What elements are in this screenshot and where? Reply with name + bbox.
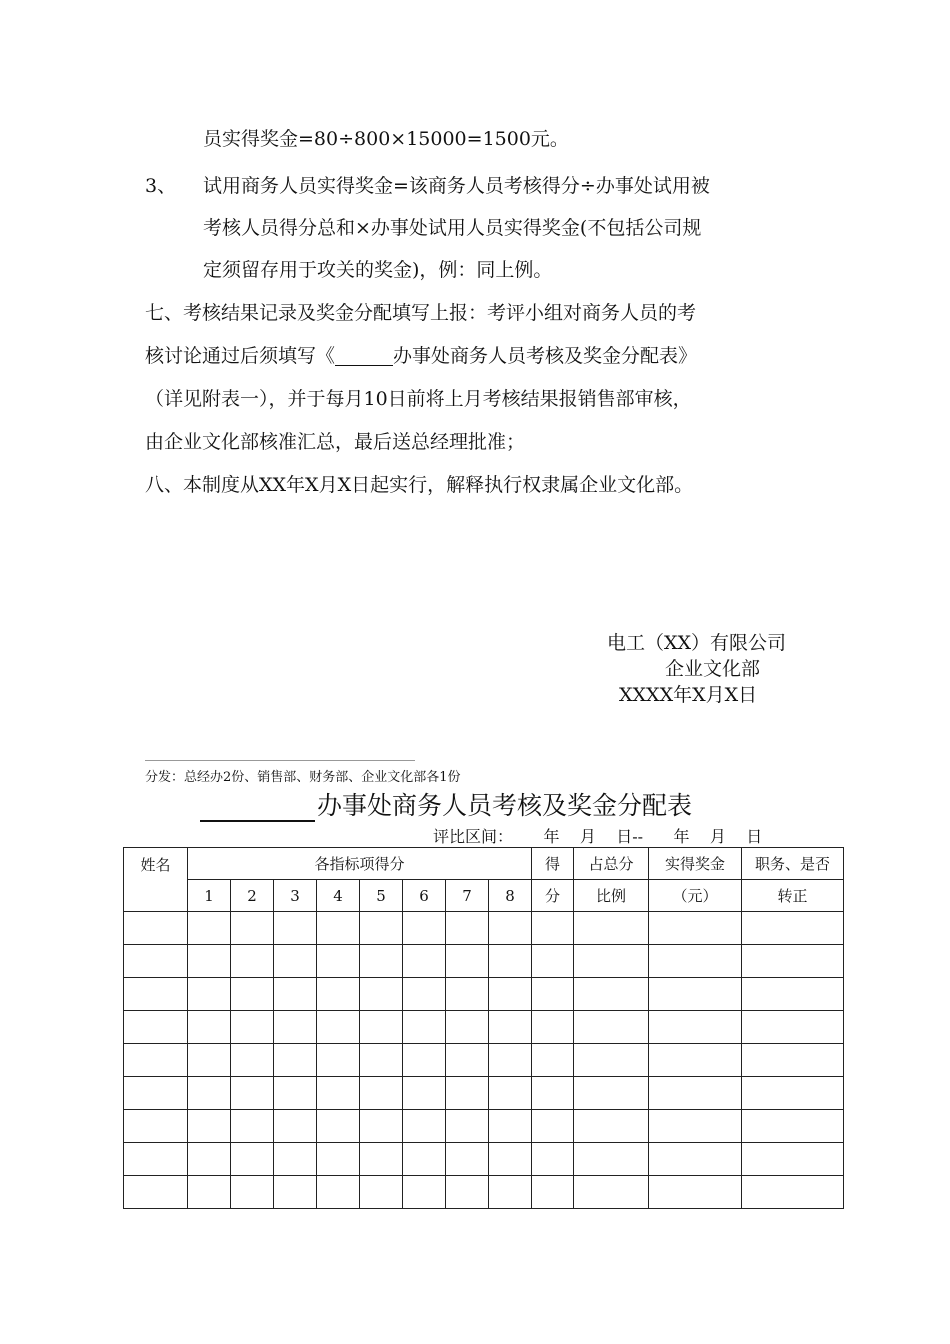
table-cell — [317, 1044, 360, 1077]
table-cell — [649, 978, 742, 1011]
table-cell — [446, 1044, 489, 1077]
signature-company: 电工（XX）有限公司 — [607, 632, 787, 654]
table-cell — [574, 1176, 649, 1209]
table-cell — [124, 1176, 188, 1209]
header-score-bottom: 分 — [532, 880, 574, 912]
table-cell — [317, 1110, 360, 1143]
header-bonus-bottom: （元） — [649, 880, 742, 912]
table-cell — [489, 945, 532, 978]
table-cell — [231, 1077, 274, 1110]
table-cell — [188, 945, 231, 978]
table-cell — [274, 912, 317, 945]
signature-date: XXXX年X月X日 — [619, 684, 758, 706]
table-cell — [403, 1176, 446, 1209]
table-cell — [188, 1143, 231, 1176]
table-cell — [360, 945, 403, 978]
table-cell — [231, 978, 274, 1011]
table-cell — [124, 945, 188, 978]
header-ratio-top: 占总分 — [574, 848, 649, 880]
table-cell — [574, 978, 649, 1011]
item-3-line-3: 定须留存用于攻关的奖金)，例：同上例。 — [203, 259, 553, 281]
indicator-2: 2 — [231, 880, 274, 912]
item-3-line-2: 考核人员得分总和×办事处试用人员实得奖金(不包括公司规 — [203, 217, 702, 239]
table-cell — [446, 945, 489, 978]
table-cell — [649, 1110, 742, 1143]
table-cell — [360, 912, 403, 945]
table-cell — [274, 1110, 317, 1143]
table-cell — [649, 1143, 742, 1176]
header-indicators: 各指标项得分 — [188, 848, 532, 880]
table-cell — [317, 945, 360, 978]
table-cell — [188, 1176, 231, 1209]
header-bonus-top: 实得奖金 — [649, 848, 742, 880]
table-cell — [742, 912, 844, 945]
table-row — [124, 1077, 844, 1110]
indicator-8: 8 — [489, 880, 532, 912]
table-cell — [532, 1110, 574, 1143]
table-cell — [317, 978, 360, 1011]
table-cell — [742, 1077, 844, 1110]
table-cell — [188, 1011, 231, 1044]
table-cell — [188, 1077, 231, 1110]
header-position-top: 职务、是否 — [742, 848, 844, 880]
table-cell — [742, 1044, 844, 1077]
table-cell — [274, 945, 317, 978]
form-title-text: 办事处商务人员考核及奖金分配表 — [317, 791, 693, 820]
table-cell — [649, 1077, 742, 1110]
table-cell — [317, 1143, 360, 1176]
table-cell — [317, 912, 360, 945]
signature-department: 企业文化部 — [665, 658, 761, 680]
table-cell — [360, 978, 403, 1011]
section-7-line-2-b: 办事处商务人员考核及奖金分配表》 — [393, 345, 698, 367]
table-cell — [532, 1143, 574, 1176]
table-cell — [231, 1110, 274, 1143]
table-cell — [360, 1011, 403, 1044]
table-cell — [574, 945, 649, 978]
table-cell — [489, 1176, 532, 1209]
table-row — [124, 978, 844, 1011]
table-cell — [403, 1143, 446, 1176]
section-8-line-1: 八、本制度从XX年X月X日起实行，解释执行权隶属企业文化部。 — [145, 474, 694, 496]
item-3-number: 3、 — [145, 175, 177, 197]
table-cell — [360, 1077, 403, 1110]
table-cell — [188, 1044, 231, 1077]
table-cell — [124, 1011, 188, 1044]
table-row — [124, 912, 844, 945]
table-cell — [649, 945, 742, 978]
table-cell — [489, 978, 532, 1011]
table-cell — [742, 945, 844, 978]
table-cell — [403, 912, 446, 945]
table-cell — [446, 1176, 489, 1209]
table-cell — [124, 1044, 188, 1077]
table-cell — [403, 1011, 446, 1044]
table-header-row-2 — [124, 880, 844, 912]
table-cell — [124, 978, 188, 1011]
table-cell — [274, 1044, 317, 1077]
section-7-line-3: （详见附表一），并于每月10日前将上月考核结果报销售部审核， — [145, 388, 692, 410]
table-cell — [446, 1011, 489, 1044]
header-ratio-bottom: 比例 — [574, 880, 649, 912]
table-cell — [532, 978, 574, 1011]
table-cell — [649, 1176, 742, 1209]
table-cell — [317, 1176, 360, 1209]
section-7-line-1: 七、考核结果记录及奖金分配填写上报：考评小组对商务人员的考 — [145, 302, 697, 324]
table-cell — [231, 1176, 274, 1209]
table-cell — [532, 1011, 574, 1044]
table-cell — [574, 1077, 649, 1110]
section-7-line-2 — [145, 347, 697, 366]
table-cell — [403, 1044, 446, 1077]
table-cell — [231, 1143, 274, 1176]
table-cell — [274, 1011, 317, 1044]
table-cell — [274, 1176, 317, 1209]
table-cell — [231, 945, 274, 978]
table-cell — [360, 1044, 403, 1077]
table-cell — [446, 978, 489, 1011]
table-cell — [446, 1110, 489, 1143]
table-cell — [489, 1143, 532, 1176]
table-cell — [317, 1077, 360, 1110]
table-body — [124, 912, 844, 1209]
table-cell — [231, 912, 274, 945]
formula-example-line: 员实得奖金=80÷800×15000=1500元。 — [203, 128, 569, 150]
table-cell — [446, 1143, 489, 1176]
distribution-note: 分发：总经办2份、销售部、财务部、企业文化部各1份 — [145, 770, 461, 785]
table-cell — [124, 1143, 188, 1176]
table-cell — [360, 1176, 403, 1209]
table-cell — [574, 1110, 649, 1143]
table-cell — [124, 1110, 188, 1143]
table-row — [124, 1110, 844, 1143]
table-cell — [188, 1110, 231, 1143]
table-cell — [231, 1011, 274, 1044]
indicator-3: 3 — [274, 880, 317, 912]
indicator-4: 4 — [317, 880, 360, 912]
table-row — [124, 1176, 844, 1209]
table-cell — [532, 1044, 574, 1077]
table-cell — [403, 945, 446, 978]
table-cell — [188, 912, 231, 945]
form-title-blank — [200, 796, 315, 822]
table-cell — [403, 978, 446, 1011]
header-score-top: 得 — [532, 848, 574, 880]
table-cell — [489, 1110, 532, 1143]
table-cell — [742, 978, 844, 1011]
table-cell — [403, 1110, 446, 1143]
item-3-line-1: 试用商务人员实得奖金=该商务人员考核得分÷办事处试用被 — [203, 175, 710, 197]
table-cell — [360, 1110, 403, 1143]
form-name-blank — [335, 348, 393, 366]
assessment-table — [123, 847, 844, 1209]
header-name: 姓名 — [124, 848, 188, 912]
table-cell — [649, 1044, 742, 1077]
table-cell — [574, 1143, 649, 1176]
table-cell — [231, 1044, 274, 1077]
indicator-1: 1 — [188, 880, 231, 912]
table-row — [124, 1011, 844, 1044]
table-cell — [532, 912, 574, 945]
table-cell — [274, 978, 317, 1011]
table-cell — [574, 912, 649, 945]
table-cell — [649, 912, 742, 945]
indicator-7: 7 — [446, 880, 489, 912]
table-cell — [317, 1011, 360, 1044]
table-cell — [489, 912, 532, 945]
table-row — [124, 1143, 844, 1176]
table-cell — [489, 1011, 532, 1044]
table-cell — [532, 945, 574, 978]
table-header-row-1 — [124, 848, 844, 880]
table-cell — [446, 912, 489, 945]
header-position-bottom: 转正 — [742, 880, 844, 912]
table-cell — [742, 1176, 844, 1209]
table-cell — [574, 1011, 649, 1044]
table-cell — [274, 1143, 317, 1176]
table-cell — [188, 978, 231, 1011]
table-cell — [274, 1077, 317, 1110]
table-cell — [124, 1077, 188, 1110]
table-cell — [742, 1110, 844, 1143]
table-cell — [574, 1044, 649, 1077]
table-cell — [489, 1077, 532, 1110]
indicator-5: 5 — [360, 880, 403, 912]
table-cell — [532, 1077, 574, 1110]
table-cell — [649, 1011, 742, 1044]
evaluation-period: 评比区间： 年 月 日-- 年 月 日 — [433, 827, 763, 846]
table-row — [124, 945, 844, 978]
section-7-line-2-a: 核讨论通过后须填写《 — [145, 345, 336, 367]
section-7-line-4: 由企业文化部核准汇总，最后送总经理批准； — [145, 431, 526, 453]
table-cell — [360, 1143, 403, 1176]
table-cell — [489, 1044, 532, 1077]
table-cell — [124, 912, 188, 945]
form-title — [200, 786, 692, 822]
table-cell — [742, 1011, 844, 1044]
table-cell — [742, 1143, 844, 1176]
table-cell — [403, 1077, 446, 1110]
table-cell — [446, 1077, 489, 1110]
indicator-6: 6 — [403, 880, 446, 912]
table-row — [124, 1044, 844, 1077]
table-cell — [532, 1176, 574, 1209]
footnote-rule — [145, 760, 415, 761]
